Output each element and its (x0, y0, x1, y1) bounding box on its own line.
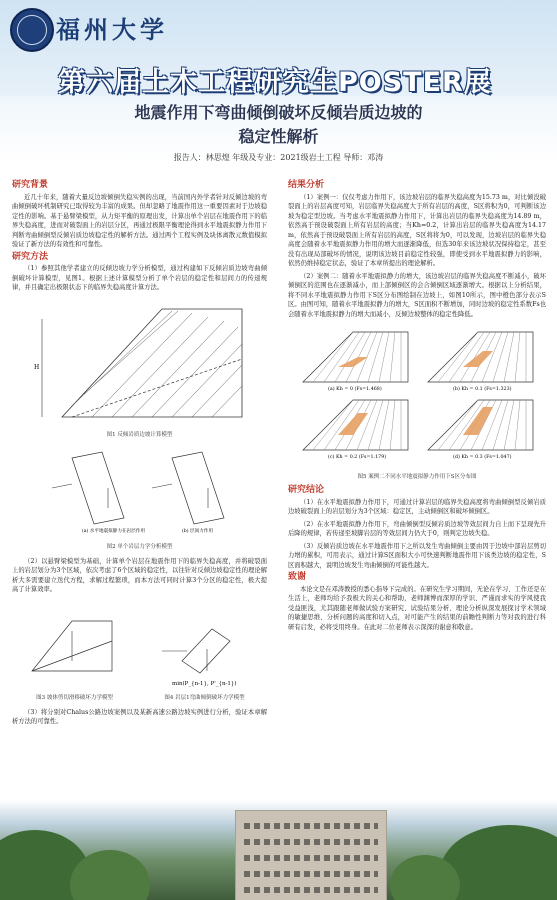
figure-layer-analysis (12, 448, 267, 536)
section-heading-method: 研究方法 (12, 251, 49, 262)
figure-slope-model (12, 299, 267, 424)
university-name: 福州大学 (56, 15, 168, 44)
method-text-3: （3）将分别对Chalus公路边坡案例以及某新高速公路边坡实例进行分析，验证本章解析方法的可靠性。 (12, 708, 267, 725)
right-column (288, 178, 546, 635)
fig5-label-4: (d) Kh = 0.3 (Fs=1.047) (453, 455, 512, 460)
conclusion-2: （2）在水平地震拟静力作用下，弯曲倾倒型反倾岩质边坡等效层间力自上而下呈现先升后降的规律，若传递至坡脚岩层的等效层间力仍大于0，则判定边坡失稳。 (288, 520, 546, 537)
event-banner: 第六届土木工程研究生POSTER展 (58, 67, 492, 98)
fig2-sub-a: (a) 水平地震拟静力在岩层作用 (82, 528, 145, 534)
figure-s-zone-distribution (288, 325, 546, 465)
figure-mechanics-models (12, 601, 267, 687)
section-heading-background: 研究背景 (12, 180, 49, 190)
conclusion-3: （3）反倾岩质边坡在水平地震作用下之所以发生弯曲倾倒主要由因于边坡中部岩层剪切力增的累积，可用表示，通过计算S区面积大小可快速判断地震作用下该类边坡的稳定性，S区面积越大，说明边坡发生弯曲倾倒的可能性越大。 (288, 542, 546, 569)
figure2-caption: 图2 单个岩层力学分析模型 (106, 544, 173, 550)
s-zone-area (338, 413, 368, 435)
figure4-caption: 图4 岩层1弯曲倾倒破坏力学模型 (164, 695, 245, 701)
left-column (12, 178, 267, 730)
header (0, 0, 557, 96)
svg-text:H: H (34, 363, 40, 371)
s-zone-area (463, 407, 493, 435)
s-zone-slope-2 (428, 332, 533, 392)
campus-building (235, 810, 387, 900)
background-text: 近几十年来，随着大量反边坡倾倒失稳实例的出现，当前国内外学者针对反倾边坡的弯曲倾倒破坏机制研究已取得较为丰富的成果。但却忽略了地震作用这一重要因素对于边坡稳定性的影响。基于悬臂梁模型，从力矩平衡的原理出发，计算出单个岩层在地震作用下的临界失稳高度，进而对破裂面上的岩层分区，再通过极限平衡理论得到水平地震拟静力作用下判断弯曲倾倒型反倾岩质边坡稳定性的解析方法。通过两个工程实例及块体离散元数值模拟验证了新方法的有效性和可靠性。 (12, 193, 267, 248)
method-text-2: （2）以悬臂梁模型为基础，计算单个岩层在地震作用下的临界失稳高度，并将破裂面上的岩层划分为3个区域，依次考虑了6个区域的稳定性，以往针对反倾边坡稳定性的理论解析大多需要建立迭代方程，求解过程繁琐，而本方法可同时计算3个分区的稳定性，极大提高了计算效率。 (12, 557, 267, 593)
figure5-caption: 图5 案例二不同水平地震拟静力作用下S区分布图 (357, 473, 477, 480)
fig2-sub-b: (b) 层间力作用 (182, 528, 213, 534)
section-heading-thanks: 致谢 (288, 572, 307, 582)
section-heading-results: 结果分析 (288, 180, 325, 190)
figure1-caption: 图1 反倾岩质边坡计算模型 (106, 432, 173, 438)
university-logo-icon (10, 8, 54, 52)
thanks-text: 本论文是在邓涛教授的悉心指导下完成的。在研究生学习期间，无论在学习、工作还是在生活上，老师均给予我极大的关心和帮助，老师渊博而深厚的学识、严谨而求实的学风使我受益匪浅，尤其跟随老师做试验方案研究、试验结果分析、理论分析纵深发展探讨学术领域的敏捷思维、分析问题的高度和切入点，对可能产生的结果的前瞻性判断力等对我的进行科研有启发，必将受用终身。在此对二位老师表示深深的谢意和敬意。 (288, 585, 546, 631)
authors-line: 报告人：林思煌 年级及专业：2021级岩土工程 导师：邓涛 (173, 153, 384, 162)
result-text-2: （2）案例二：随着水平地震拟静力的增大，该边坡岩层的临界失稳高度不断减小，破坏倾倒区的范围也在逐渐减小，而上部倾倒区的会合倾倒区域逐渐增大。根据以上分析结果，将不同水平地震拟静力作用下S区分布图绘制在边坡上，如图10所示，图中橙色部分表示S区。由图可知，随着水平地震拟静力的增大，S区面积不断增加，同时边坡的稳定性系数Fs也会随着水平地震拟静力的增大而减小，反倾边坡整体的稳定性降低。 (288, 272, 546, 318)
fig5-label-3: (c) Kh = 0.2 (Fs=1.179) (328, 455, 387, 460)
section-heading-conclusion: 研究结论 (288, 485, 325, 495)
conclusion-1: （1）在水平地震拟静力作用下，可通过计算岩层的临界失稳高度将弯曲倾倒型反倾岩质边坡破裂面上的岩层划分为3个区域：稳定区，主动倾倒区和破坏倾倒区。 (288, 498, 546, 515)
fig5-label-2: (b) Kh = 0.1 (Fs=1.323) (453, 387, 512, 392)
method-text-1: （1）参照其他学者建立的反倾边坡力学分析模型，通过构建如下反倾岩质边坡弯曲倾倒破坏计算模型，见图1。根据上述计算模型分析了单个岩层的稳定性和层间力的传递规律，并且确定出极限状态下的临界失稳高度计算方法。 (12, 265, 267, 291)
poster-title-line1: 地震作用下弯曲倾倒破坏反倾岩质边坡的 (134, 103, 423, 122)
figure3-caption: 图3 坡体剪切滑移破坏力学模型 (36, 695, 113, 701)
s-zone-slope-1 (303, 332, 408, 392)
min-formula: min(P_{n-1}, P'_{n-1}) (172, 680, 237, 687)
s-zone-slope-3 (303, 400, 408, 460)
s-zone-area (463, 351, 493, 367)
s-zone-slope-4 (428, 400, 533, 460)
result-text-1: （1）案例一：仅仅考虑力作用下，该边坡岩层的临界失稳高度为15.73 m，对比倾没破裂面上的岩层高度可知，岩层临界失稳高度大于所有岩层的高度，S区将积为0，可判断该边坡为稳定型边坡。当考虑水平地震拟静力作用下，计算出岩层的临界失稳高度为14.89 m，依然高于预设破裂面上所有岩层的高度；当Kh=0.2，计算出岩层的临界失稳高度为14.17 m，依然高于预设破裂面上所有岩层的高度，S区将将为0，可以发现，边坡岩层的临界失稳高度会随着水平地震拟静力作用的增大而逐渐降低，但选30年来该边坡状况保持稳定，甚至没有出现局部破坏的情况，说明该边坡目前稳定性较强，即使受到水平地震拟静力的影响，依然仍维持稳定状态，验证了本章所提出的理论解析。 (288, 193, 546, 267)
fig5-label-1: (a) Kh = 0 (Fs=1.468) (328, 387, 382, 392)
poster-title-line2: 稳定性解析 (238, 127, 319, 146)
